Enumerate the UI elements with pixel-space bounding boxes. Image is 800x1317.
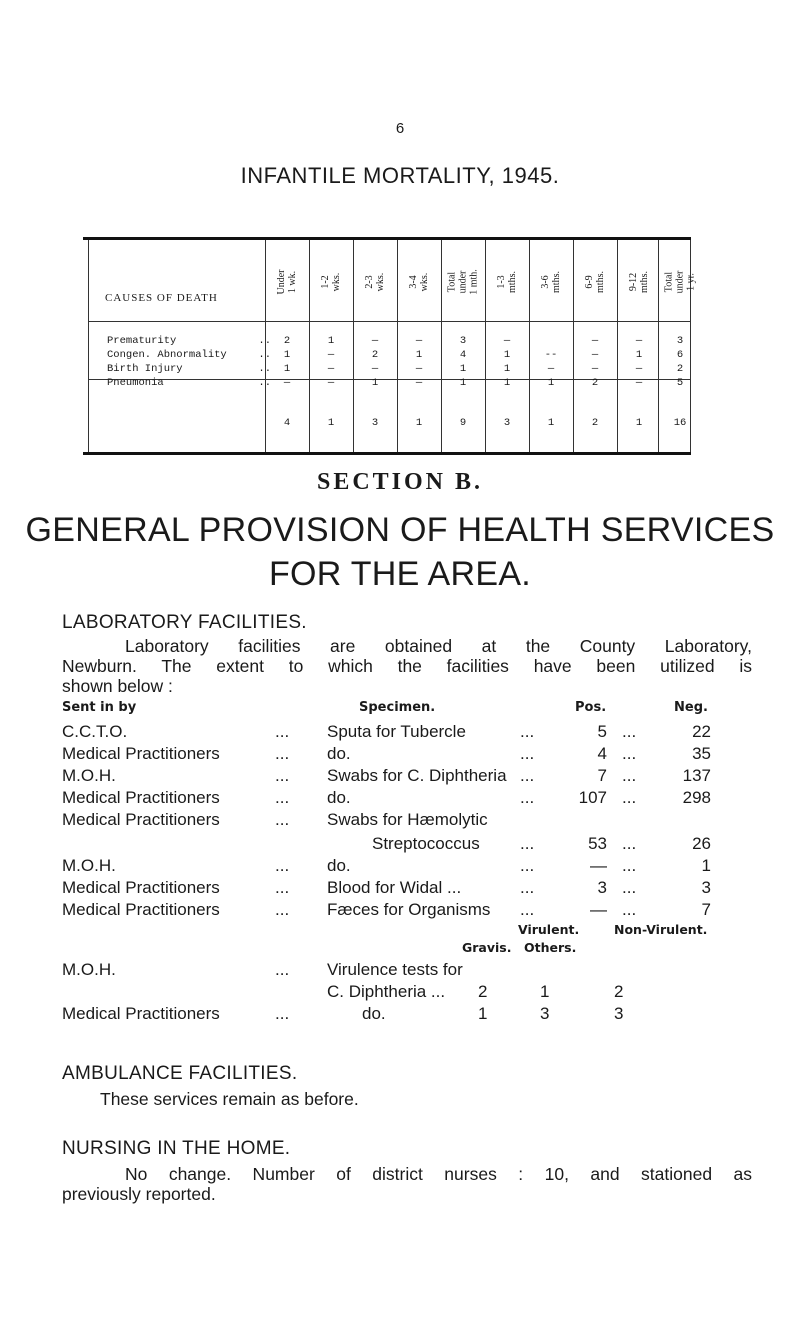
causes-of-death-header: CAUSES OF DEATH [105,292,218,304]
table-cell: — [327,377,335,389]
cause-name: Congen. Abnormality [107,349,227,361]
total-cell: 9 [459,417,467,429]
sent-in-by: M.O.H. [62,960,116,979]
total-cell: 1 [635,417,643,429]
neg-header: Neg. [674,700,708,715]
ambulance-heading: AMBULANCE FACILITIES. [62,1063,298,1084]
total-cell: 3 [503,417,511,429]
cause-name: Prematurity [107,335,177,347]
mortality-table [83,237,697,455]
laboratory-para-line-1: Laboratory facilities are obtained at the County Laboratory, [125,636,752,656]
cause-row-label [107,349,277,361]
table-cell: — [371,335,379,347]
table-cell: 1 [327,335,335,347]
column-header [309,251,353,313]
leader-dots: ... [275,722,290,741]
leader-dots: ... [622,744,637,763]
sent-in-by: C.C.T.O. [62,722,128,741]
negative-count: 298 [682,788,711,807]
leader-dots: ... [275,766,290,785]
page-title: INFANTILE MORTALITY, 1945. [240,163,560,188]
table-cell: — [283,377,291,389]
total-cell: 3 [371,417,379,429]
leader-dots: ... [520,900,535,919]
cause-row-label [107,377,277,389]
sent-in-by: Medical Practitioners [62,810,220,829]
laboratory-para-line-3: shown below : [62,676,173,696]
table-cell: 1 [283,363,291,375]
table-cell: 1 [547,377,555,389]
table-header-rule [88,321,691,322]
leader-dots: ... [622,834,637,853]
cause-name: Pneumonia [107,377,164,389]
others-header: Others. [524,940,577,955]
table-cell: — [635,377,643,389]
leader-dots: ... [520,834,535,853]
laboratory-paragraph [62,636,752,696]
specimen: Streptococcus [372,834,480,853]
negative-count: 22 [692,722,711,741]
lab-row [62,878,762,898]
leader-dots: ... [275,856,290,875]
pos-header: Pos. [575,700,607,715]
cause-row-label [107,363,277,375]
sent-in-by: Medical Practitioners [62,788,220,807]
table-cell: 1 [635,349,643,361]
table-cell: 1 [459,377,467,389]
table-cell: 1 [283,349,291,361]
column-header-text: 3-6 mths. [540,271,562,293]
table-bottom-rule [83,452,691,455]
negative-count: 7 [701,900,711,919]
nursing-heading: NURSING IN THE HOME. [62,1138,291,1159]
leader-dots: ... [520,788,535,807]
table-cell: — [591,349,599,361]
others-count: 3 [540,1004,550,1023]
gravis-header: Gravis. [462,940,512,955]
leader-dots: ... [275,960,290,979]
table-cell: — [591,335,599,347]
table-cell: 2 [371,349,379,361]
specimen: Fæces for Organisms [327,900,491,919]
column-header [529,251,573,313]
column-header-text: 6-9 mths. [584,271,606,293]
column-header [658,251,702,313]
positive-count: 3 [597,878,607,897]
ambulance-text: These services remain as before. [100,1089,359,1109]
table-cell: — [327,349,335,361]
sent-in-by: Medical Practitioners [62,878,220,897]
leader-dots: ... [622,766,637,785]
table-cell: 1 [371,377,379,389]
nursing-paragraph [62,1164,752,1204]
column-header [441,251,485,313]
leader-dots: ... [275,810,290,829]
table-cell: — [547,363,555,375]
virulence-row [62,960,762,980]
table-cell: 2 [676,363,684,375]
leader-dots: ... [622,722,637,741]
table-cell: 2 [283,335,291,347]
non-virulent-count: 2 [614,982,624,1001]
column-header-text: 1-2 wks. [320,272,342,292]
laboratory-para-line-2: Newburn. The extent to which the facilities have been utilized is [62,656,752,676]
leader-dots: ... [275,878,290,897]
total-cell: 1 [415,417,423,429]
lab-row [62,856,762,876]
leader-dots: .. [258,377,271,389]
leader-dots: ... [622,856,637,875]
leader-dots: ... [275,1004,290,1023]
specimen: do. [327,744,351,763]
positive-count: 53 [588,834,607,853]
sent-in-by: Medical Practitioners [62,1004,220,1023]
cause-row-label [107,335,277,347]
table-cell: — [635,335,643,347]
specimen: Virulence tests for [327,960,463,979]
column-header-text: 2-3 wks. [364,272,386,292]
negative-count: 137 [682,766,711,785]
positive-count: 7 [597,766,607,785]
specimen: do. [327,856,351,875]
positive-count: — [590,900,607,919]
column-header-text: 3-4 wks. [408,272,430,292]
table-cell: 1 [503,349,511,361]
gravis-count: 2 [478,982,488,1001]
total-cell: 16 [673,417,687,429]
nursing-line-2: previously reported. [62,1184,216,1204]
table-cell: -- [544,349,558,361]
lab-row [62,744,762,764]
table-cell: — [503,335,511,347]
leader-dots: ... [520,744,535,763]
column-header-text: Total under 1 mth. [446,269,480,295]
column-header-text: 9-12 mths. [628,271,650,293]
table-column-rule [88,240,89,452]
positive-count: 4 [597,744,607,763]
leader-dots: ... [622,878,637,897]
column-header-text: Under 1 wk. [276,269,298,295]
non-virulent-count: 3 [614,1004,624,1023]
leader-dots: ... [275,900,290,919]
sent-in-by: Medical Practitioners [62,900,220,919]
leader-dots: .. [258,363,271,375]
total-cell: 1 [547,417,555,429]
lab-row [62,722,762,742]
column-header [573,251,617,313]
specimen: Swabs for Hæmolytic [327,810,488,829]
specimen: Swabs for C. Diphtheria [327,766,507,785]
specimen: do. [327,788,351,807]
column-header [265,251,309,313]
column-header-text: Total under 1 yr. [663,270,697,294]
negative-count: 1 [701,856,711,875]
leader-dots: ... [520,766,535,785]
table-cell: — [415,377,423,389]
specimen: do. [362,1004,386,1023]
table-cell: 1 [459,363,467,375]
leader-dots: ... [520,722,535,741]
table-cell: — [415,363,423,375]
lab-row [62,766,762,786]
sent-in-by: M.O.H. [62,766,116,785]
sent-in-by-header: Sent in by [62,700,137,715]
column-header [353,251,397,313]
column-header [485,251,529,313]
leader-dots: ... [275,788,290,807]
virulence-header [62,922,762,940]
table-cell: — [591,363,599,375]
table-top-rule [83,237,691,240]
table-cell: 1 [503,363,511,375]
column-header [617,251,661,313]
total-cell: 1 [327,417,335,429]
main-heading: GENERAL PROVISION OF HEALTH SERVICES FOR THE AREA. [25,511,775,593]
cause-name: Birth Injury [107,363,183,375]
virulence-subheader [62,940,762,958]
table-cell: 2 [591,377,599,389]
positive-count: — [590,856,607,875]
nursing-line-1: No change. Number of district nurses : 10, and stationed as [125,1164,752,1184]
negative-count: 26 [692,834,711,853]
leader-dots: .. [258,349,271,361]
page-number: 6 [395,120,405,137]
specimen-header: Specimen. [359,700,436,715]
table-cell: 3 [676,335,684,347]
table-cell: — [371,363,379,375]
lab-row [62,900,762,920]
leader-dots: ... [520,878,535,897]
specimen: C. Diphtheria ... [327,982,446,1001]
table-cell: 3 [459,335,467,347]
column-header-text: 1-3 mths. [496,271,518,293]
sent-in-by: M.O.H. [62,856,116,875]
others-count: 1 [540,982,550,1001]
total-cell: 2 [591,417,599,429]
total-cell: 4 [283,417,291,429]
non-virulent-header: Non-Virulent. [614,922,708,937]
virulent-header: Virulent. [518,922,580,937]
table-cell: 5 [676,377,684,389]
table-cell: 4 [459,349,467,361]
leader-dots: ... [622,900,637,919]
table-cell: 1 [415,349,423,361]
table-cell: — [415,335,423,347]
laboratory-heading: LABORATORY FACILITIES. [62,612,307,633]
laboratory-table [62,700,762,1030]
gravis-count: 1 [478,1004,488,1023]
virulence-row [62,1004,762,1024]
negative-count: 3 [701,878,711,897]
specimen: Blood for Widal ... [327,878,462,897]
positive-count: 5 [597,722,607,741]
table-cell: 1 [503,377,511,389]
leader-dots: ... [520,856,535,875]
leader-dots: ... [275,744,290,763]
section-heading: SECTION B. [316,469,484,495]
specimen: Sputa for Tubercle [327,722,466,741]
positive-count: 107 [578,788,607,807]
leader-dots: ... [622,788,637,807]
virulence-row [62,982,762,1002]
leader-dots: .. [258,335,271,347]
lab-row [62,810,762,830]
sent-in-by: Medical Practitioners [62,744,220,763]
column-header [397,251,441,313]
table-cell: 6 [676,349,684,361]
table-cell: — [327,363,335,375]
lab-row [62,834,762,854]
lab-row [62,788,762,808]
negative-count: 35 [692,744,711,763]
table-cell: — [635,363,643,375]
